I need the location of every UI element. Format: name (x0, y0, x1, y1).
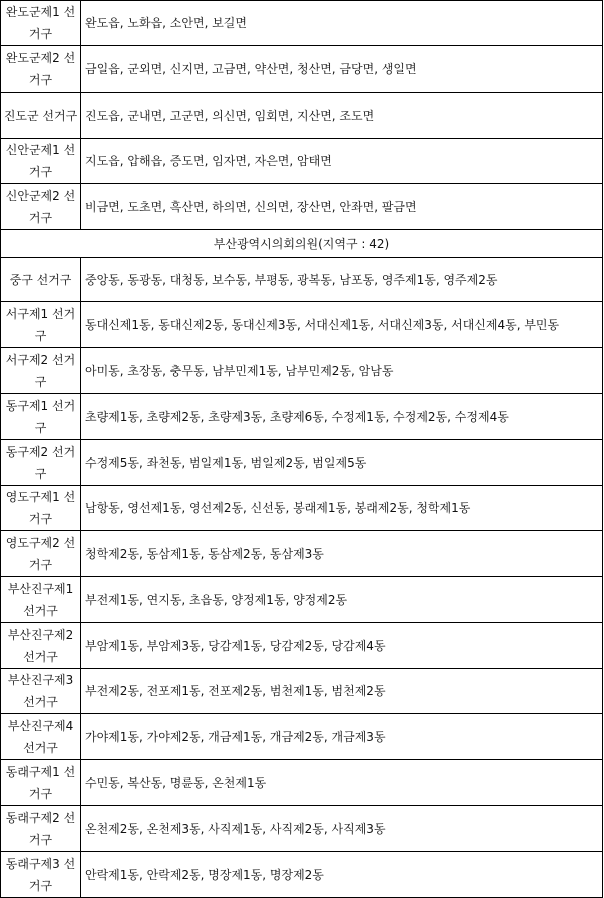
table-row (1, 669, 603, 714)
table-row (1, 46, 603, 93)
district-name: 신안군제1 선거구 (1, 139, 81, 184)
district-areas: 부전제1동, 연지동, 초읍동, 양정제1동, 양정제2동 (81, 577, 603, 623)
district-areas: 청학제2동, 동삼제1동, 동삼제2동, 동삼제3동 (81, 531, 603, 577)
district-areas: 지도읍, 압해읍, 증도면, 임자면, 자은면, 암태면 (81, 139, 603, 184)
table-row (1, 577, 603, 623)
table-row (1, 486, 603, 531)
district-name: 동래구제3 선거구 (1, 852, 81, 898)
district-name: 영도구제2 선거구 (1, 531, 81, 577)
district-name: 동래구제1 선거구 (1, 760, 81, 806)
table-row (1, 623, 603, 669)
district-name: 부산진구제2 선거구 (1, 623, 81, 669)
district-name: 서구제1 선거구 (1, 302, 81, 348)
table-row (1, 440, 603, 486)
district-name: 서구제2 선거구 (1, 348, 81, 394)
table-row (1, 394, 603, 440)
district-name: 진도군 선거구 (1, 93, 81, 139)
district-areas: 금일읍, 군외면, 신지면, 고금면, 약산면, 청산면, 금당면, 생일면 (81, 46, 603, 93)
district-name: 신안군제2 선거구 (1, 184, 81, 230)
district-name: 동구제1 선거구 (1, 394, 81, 440)
district-areas: 수정제5동, 좌천동, 범일제1동, 범일제2동, 범일제5동 (81, 440, 603, 486)
table-row (1, 139, 603, 184)
district-name: 부산진구제3 선거구 (1, 669, 81, 714)
district-name: 완도군제2 선거구 (1, 46, 81, 93)
table-row (1, 302, 603, 348)
section-header: 부산광역시의회의원(지역구 : 42) (1, 230, 603, 258)
district-areas: 남항동, 영선제1동, 영선제2동, 신선동, 봉래제1동, 봉래제2동, 청학제1동 (81, 486, 603, 531)
district-areas: 부암제1동, 부암제3동, 당감제1동, 당감제2동, 당감제4동 (81, 623, 603, 669)
table-row (1, 348, 603, 394)
district-areas: 아미동, 초장동, 충무동, 남부민제1동, 남부민제2동, 암남동 (81, 348, 603, 394)
table-row (1, 852, 603, 898)
district-areas: 가야제1동, 가야제2동, 개금제1동, 개금제2동, 개금제3동 (81, 714, 603, 760)
district-name: 부산진구제1 선거구 (1, 577, 81, 623)
table-row (1, 258, 603, 302)
district-areas: 온천제2동, 온천제3동, 사직제1동, 사직제2동, 사직제3동 (81, 806, 603, 852)
district-areas: 완도읍, 노화읍, 소안면, 보길면 (81, 1, 603, 46)
district-areas: 초량제1동, 초량제2동, 초량제3동, 초량제6동, 수정제1동, 수정제2동, 수정제4동 (81, 394, 603, 440)
table-row (1, 1, 603, 46)
district-name: 완도군제1 선거구 (1, 1, 81, 46)
table-row (1, 806, 603, 852)
district-name: 동구제2 선거구 (1, 440, 81, 486)
district-areas: 비금면, 도초면, 흑산면, 하의면, 신의면, 장산면, 안좌면, 팔금면 (81, 184, 603, 230)
table-row (1, 760, 603, 806)
table-row (1, 93, 603, 139)
district-areas: 동대신제1동, 동대신제2동, 동대신제3동, 서대신제1동, 서대신제3동, 서대신제4동, 부민동 (81, 302, 603, 348)
district-areas: 안락제1동, 안락제2동, 명장제1동, 명장제2동 (81, 852, 603, 898)
district-name: 동래구제2 선거구 (1, 806, 81, 852)
district-areas: 수민동, 복산동, 명륜동, 온천제1동 (81, 760, 603, 806)
table-row (1, 184, 603, 230)
section-header-row (1, 230, 603, 258)
district-areas: 중앙동, 동광동, 대청동, 보수동, 부평동, 광복동, 남포동, 영주제1동, 영주제2동 (81, 258, 603, 302)
table-row (1, 531, 603, 577)
table-row (1, 714, 603, 760)
district-name: 중구 선거구 (1, 258, 81, 302)
district-name: 영도구제1 선거구 (1, 486, 81, 531)
district-name: 부산진구제4 선거구 (1, 714, 81, 760)
district-areas: 부전제2동, 전포제1동, 전포제2동, 범천제1동, 범천제2동 (81, 669, 603, 714)
district-areas: 진도읍, 군내면, 고군면, 의신면, 임회면, 지산면, 조도면 (81, 93, 603, 139)
